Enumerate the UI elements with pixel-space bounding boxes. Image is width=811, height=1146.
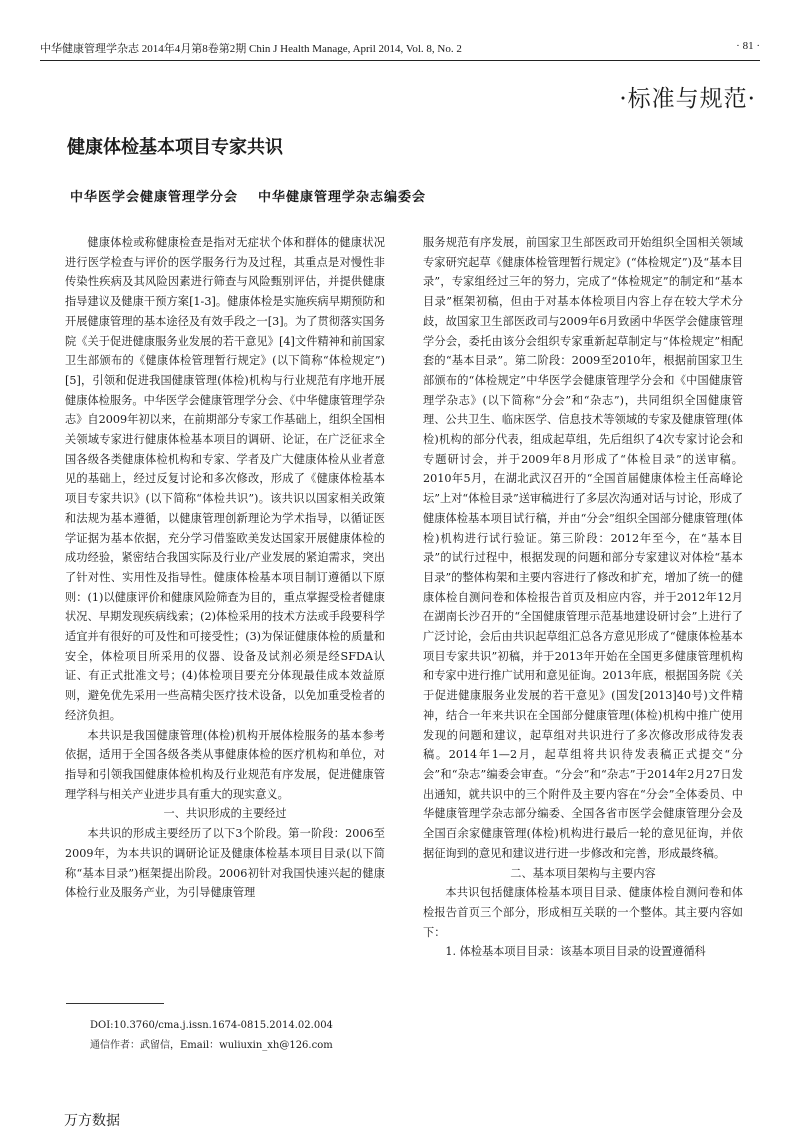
section-tag: ·标准与规范· bbox=[619, 86, 756, 112]
footnote-divider bbox=[66, 1003, 164, 1004]
doi: DOI:10.3760/cma.j.issn.1674-0815.2014.02.004 bbox=[90, 1020, 333, 1031]
paragraph: 健康体检或称健康检查是指对无症状个体和群体的健康状况进行医学检查与评价的医学服务行为及过程，其重点是对慢性非传染性疾病及其风险因素进行筛查与风险甄别评估，并提供健康指导建议及健康干预方案[1-3]。健康体检是实施疾病早期预防和开展健康管理的基本途径及有效手段之一[3]。为了贯彻落实国务院《关于促进健康服务业发展的若干意见》[4]文件精神和前国家卫生部颁布的《健康体检管理暂行规定》(以下简称“体检规定”)[5]，引领和促进我国健康管理(体检)机构与行业规范有序地开展健康体检服务。中华医学会健康管理学分会、《中华健康管理学杂志》自2009年初以来，在前期部分专家工作基础上，组织全国相关领域专家进行健康体检基本项目的调研、论证，在广泛征求全国各级各类健康体检机构和专家、学者及广大健康体检从业者意见的基础上，经过反复讨论和多次修改，形成了《健康体检基本项目专家共识》(以下简称“体检共识”)。该共识以国家相关政策和法规为基本遵循，以健康管理创新理论为学术指导，以循证医学证据为基本依据，充分学习借鉴欧美发达国家开展健康体检的成功经验，紧密结合我国实际及行业/产业发展的紧迫需求，突出了针对性、实用性及指导性。健康体检基本项目制订遵循以下原则：(1)以健康评价和健康风险筛查为目的，重点掌握受检者健康状况、早期发现疾病线索；(2)体检采用的技术方法或手段要科学适宜并有很好的可及性和可接受性；(3)为保证健康体检的质量和安全，体检项目所采用的仪器、设备及试剂必须是经SFDA认证、有正式批准文号；(4)体检项目要充分体现最佳成本效益原则，避免优先采用一些高精尖医疗技术设备，以免加重受检者的经济负担。 bbox=[65, 236, 385, 722]
author-2: 中华健康管理学杂志编委会 bbox=[258, 190, 427, 205]
article-title: 健康体检基本项目专家共识 bbox=[67, 137, 283, 158]
page-number: · 81 · bbox=[736, 40, 760, 52]
paragraph: 1. 体检基本项目目录：该基本项目目录的设置遵循科 bbox=[445, 945, 706, 959]
paragraph: 本共识包括健康体检基本项目目录、健康体检自测问卷和体检报告首页三个部分，形成相互关联的一个整体。其主要内容如下： bbox=[423, 886, 743, 939]
journal-citation: 中华健康管理学杂志 2014年4月第8卷第2期 Chin J Health Manage, April 2014, Vol. 8, No. 2 bbox=[40, 43, 462, 55]
header-divider bbox=[40, 60, 760, 61]
corresponding-author: 通信作者：武留信，Email：wuliuxin_xh@126.com bbox=[90, 1040, 333, 1051]
right-column bbox=[423, 233, 743, 962]
left-column bbox=[65, 233, 385, 903]
paragraph: 服务规范有序发展，前国家卫生部医政司开始组织全国相关领域专家研究起草《健康体检管理暂行规定》(“体检规定”)及“基本目录”，专家组经过三年的努力，完成了“体检规定”的制定和“基本目录”框架初稿，但由于对基本体检项目内容上存在较大学术分歧，故国家卫生部医政司与2009年6月致函中华医学会健康管理学分会，委托由该分会组织专家重新起草制定与“体检规定”相配套的“基本目录”。第二阶段：2009至2010年，根据前国家卫生部颁布的“体检规定”中华医学会健康管理学分会和《中国健康管理学杂志》(以下简称“分会”和“杂志”)，共同组织全国健康管理、公共卫生、临床医学、信息技术等领域的专家及健康管理(体检)机构的部分代表，组成起草组，先后组织了4次专家讨论会和专题研讨会，并于2009年8月形成了“体检目录”的送审稿。2010年5月，在湖北武汉召开的“全国首届健康体检主任高峰论坛”上对“体检目录”送审稿进行了多层次沟通对话与讨论，形成了健康体检基本项目试行稿，并由“分会”组织全国部分健康管理(体检)机构进行试行验证。第三阶段：2012年至今，在“基本目录”的试行过程中，根据发现的问题和部分专家建议对体检“基本目录”的整体构架和主要内容进行了修改和扩充，增加了统一的健康体检自测问卷和体检报告首页及相应内容，并于2012年12月在湖南长沙召开的“全国健康管理示范基地建设研讨会”上进行了广泛讨论，会后由共识起草组汇总各方意见形成了“健康体检基本项目专家共识”初稿，并于2013年开始在全国更多健康管理机构和专家中进行推广试用和意见征询。2013年底，根据国务院《关于促进健康服务业发展的若干意见》(国发[2013]40号)文件精神，结合一年来共识在全国部分健康管理(体检)机构中推广使用发现的问题和建议，起草组对共识进行了多次修改形成待发表稿。2014年1—2月，起草组将共识待发表稿正式提交“分会”和“杂志”编委会审查。“分会”和“杂志”于2014年2月27日发出通知，就共识中的三个附件及主要内容在“分会”全体委员、中华健康管理学杂志部分编委、全国各省市医学会健康管理分会及全国百余家健康管理(体检)机构进行最后一轮的意见征询，并依据征询到的意见和建议进行进一步修改和完善，形成最终稿。 bbox=[423, 236, 743, 860]
authors bbox=[70, 186, 426, 205]
paragraph: 本共识是我国健康管理(体检)机构开展体检服务的基本参考依据，适用于全国各级各类从事健康体检的医疗机构和单位，对指导和引领我国健康体检机构及行业规范有序发展，促进健康管理学科与相关产业进步具有重大的现实意义。 bbox=[65, 728, 385, 801]
paragraph: 本共识的形成主要经历了以下3个阶段。第一阶段：2006至2009年，为本共识的调研论证及健康体检基本项目目录(以下简称“基本目录”)框架提出阶段。2006初针对我国快速兴起的健康体检行业及服务产业，为引导健康管理 bbox=[65, 827, 385, 900]
section-heading: 一、共识形成的主要经过 bbox=[163, 807, 287, 821]
running-header bbox=[40, 40, 760, 56]
footnote bbox=[90, 1016, 333, 1056]
section-heading: 二、基本项目架构与主要内容 bbox=[510, 866, 656, 880]
author-1: 中华医学会健康管理学分会 bbox=[70, 190, 239, 205]
watermark: 万方数据 bbox=[64, 1113, 120, 1129]
